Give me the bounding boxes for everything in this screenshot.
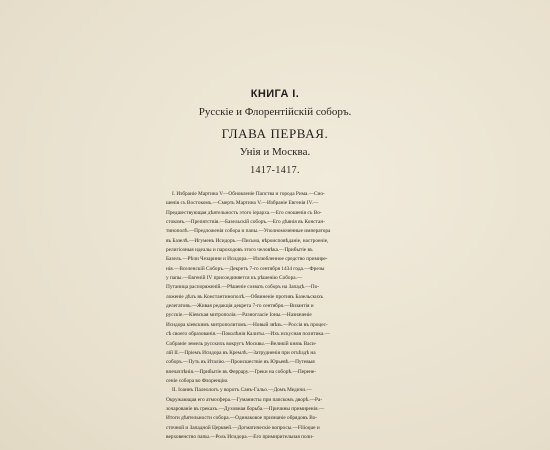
summary-line: Базель.—Рѣчи Чезарини и Исидора.—Излюбленное средство примире- [166,256,328,263]
summary-line: тинополѣ.—Предложенія собора и папы.—Уполномоченные императора [166,228,331,235]
summary-line: верховенство папы.—Роль Исидора.—Его примирительная поли- [166,433,314,440]
summary-line: сеніе собора во Флоренцію. [166,377,229,384]
summary-line: зочарованіе въ грекахъ.—Духовная борьба.—Причины примиренія.— [166,405,325,412]
summary-line: ложеніе дѣлъ въ Константинополѣ.—Обвиненіе противъ Базельскихъ [166,293,324,300]
summary-line: Предшествующая дѣятельность этого іерарха.—Его сношенія съ Во- [166,209,322,216]
summary-line: лій II.—Пріемъ Исидора въ Кремлѣ.—Затрудненія при отъѣздѣ на [166,349,316,356]
summary-line: Путаница распоряженій.—Рѣшеніе созвать соборъ на Западѣ.—По- [166,284,320,291]
summary-line: сточной и Западной Церквей.—Догматическіе вопросы.—Filioque и [166,424,320,431]
summary-line: у папы.—Евгеній IV присоединяется къ рѣшенію Собора.— [166,275,303,282]
summary-line: делегатовъ.—Живая редакція декрета 7-го сентября.—Византія и [166,303,314,310]
book-title: КНИГА I. [250,88,300,100]
chapter-title: ГЛАВА ПЕРВАЯ. [221,126,329,141]
summary-line: впечатлѣнія.—Прибытіе въ Феррару.—Греки на соборѣ.—Перене- [166,368,317,375]
summary-line: нія.—Вселенскій Соборъ.—Декретъ 7-го сентября 1434 года.—Фрезы [166,265,325,272]
book-subtitle: Русскіе и Флорентійскій соборъ. [198,106,352,118]
summary-line: стокомъ.—Препятствія.—Базельскій соборъ.—Его дѣянія въ Констан- [166,219,325,226]
summary-line: соборъ.—Путь въ Италію.—Происшествіе въ Юрьевѣ.—Путевыя [166,359,315,366]
summary-line: II. Іоаннъ Палеологъ у воротъ Санъ-Гальо.—Домъ Медичи.— [172,387,312,394]
summary-line: сѣ своего образованія.—Поколѣнія Калиты.—Ихъ искусная политика.— [166,331,330,338]
summary-line: Исидора кіевскимъ митрополитомъ.—Новый звѣзь.—Россія въ процес- [166,321,328,328]
summary-line: русскіе.—Кіевская митрополія.—Разногласіе Іоны.—Назначеніе [166,312,312,319]
summary-line: религіозныя идеалы и пароходовъ этого человѣка.—Прибытіе въ [166,247,313,254]
chapter-subtitle: Унія и Москва. [239,146,311,158]
summary-line: въ Базелѣ.—Игуменъ Исидоръ.—Письма, вѣроисповѣданіе, настроеніе, [166,237,329,244]
summary-line: Собраніе земель русскихъ вокругъ Москвы.—Великій князь Васи- [166,340,317,347]
summary-line: I. Избраніе Мартина V—Обновленіе Папства и города Рима.—Сно- [172,191,325,197]
chapter-years: 1417-1417. [250,165,300,176]
summary-line: Окружающая его атмосфера.—Гуманисты при папскомъ дворѣ.—Ра- [166,396,323,403]
summary-line: шенія съ Востокомъ.—Смерть Мартина V.—Избраніе Евгенія IV.— [166,200,319,207]
chapter-summary [166,190,398,442]
summary-line: Итоги дѣятельности собора.—Одинаковое признаніе обрядовъ Во- [166,415,318,422]
